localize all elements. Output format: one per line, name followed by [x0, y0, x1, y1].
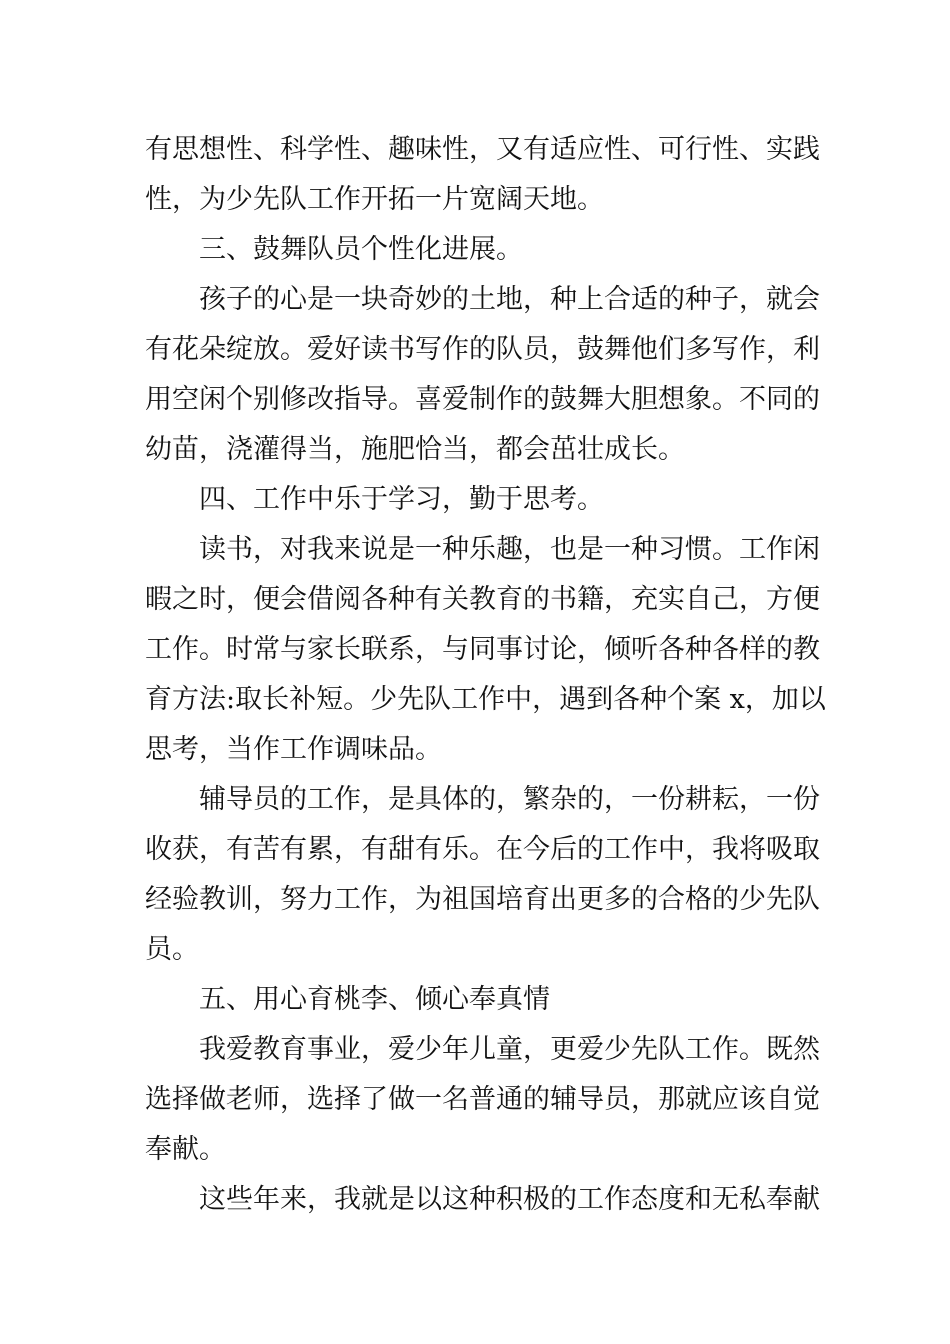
text-line: 有花朵绽放。爱好读书写作的队员，鼓舞他们多写作，利 — [145, 334, 820, 365]
text-line: 辅导员的工作，是具体的，繁杂的，一份耕耘，一份 — [199, 784, 820, 815]
text-line: 这些年来，我就是以这种积极的工作态度和无私奉献 — [199, 1184, 820, 1215]
text-line: 性，为少先队工作开拓一片宽阔天地。 — [145, 184, 604, 215]
text-line: 读书，对我来说是一种乐趣，也是一种习惯。工作闲 — [199, 534, 820, 565]
text-line: 思考，当作工作调味品。 — [145, 734, 442, 765]
text-line: 选择做老师，选择了做一名普通的辅导员，那就应该自觉 — [145, 1084, 820, 1115]
text-line: 孩子的心是一块奇妙的土地，种上合适的种子，就会 — [199, 284, 820, 315]
section-heading: 四、工作中乐于学习，勤于思考。 — [199, 484, 604, 515]
section-heading: 三、鼓舞队员个性化进展。 — [199, 234, 523, 265]
text-line: 我爱教育事业，爱少年儿童，更爱少先队工作。既然 — [199, 1034, 820, 1065]
text-line: 奉献。 — [145, 1134, 226, 1165]
text-line: 有思想性、科学性、趣味性，又有适应性、可行性、实践 — [145, 134, 820, 165]
text-line: 用空闲个别修改指导。喜爱制作的鼓舞大胆想象。不同的 — [145, 384, 820, 415]
text-line: 工作。时常与家长联系，与同事讨论，倾听各种各样的教 — [145, 634, 820, 665]
text-line: 暇之时，便会借阅各种有关教育的书籍，充实自己，方便 — [145, 584, 820, 615]
text-line: 育方法:取长补短。少先队工作中，遇到各种个案 x，加以 — [145, 684, 826, 715]
text-line: 收获，有苦有累，有甜有乐。在今后的工作中，我将吸取 — [145, 834, 820, 865]
text-line: 经验教训，努力工作，为祖国培育出更多的合格的少先队 — [145, 884, 820, 915]
text-line: 员。 — [145, 934, 199, 965]
text-line: 幼苗，浇灌得当，施肥恰当，都会茁壮成长。 — [145, 434, 685, 465]
section-heading: 五、用心育桃李、倾心奉真情 — [199, 984, 550, 1015]
